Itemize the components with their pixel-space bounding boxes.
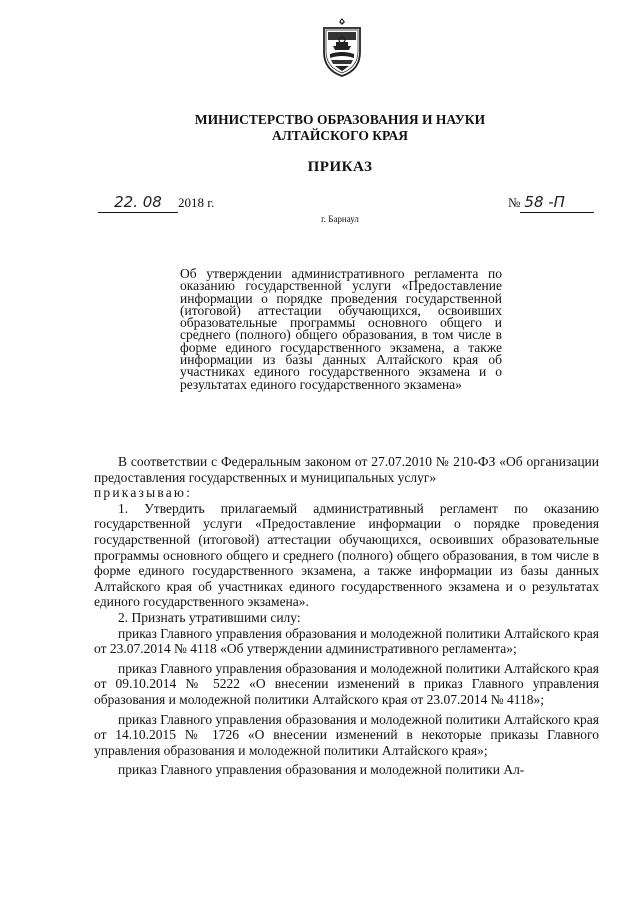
- order-date: [98, 193, 214, 213]
- item-2: 2. Признать утратившими силу:: [118, 609, 301, 625]
- order-number: [508, 193, 594, 213]
- coat-of-arms-icon: [321, 16, 363, 78]
- handwritten-date: 22. 08: [98, 193, 178, 213]
- ministry-line-1: МИНИСТЕРСТВО ОБРАЗОВАНИЯ И НАУКИ: [194, 112, 486, 127]
- order-word-line: [94, 485, 599, 501]
- repealed-order-1: приказ Главного управления образования и молодежной политики Алтайского края от 23.07.2014 № 4118 «Об утверждении административного регламента»;: [94, 625, 599, 657]
- city: г. Барнаул: [321, 214, 359, 224]
- repealed-order-2: приказ Главного управления образования и молодежной политики Алтайского края от 09.10.2014 № 5222 «О внесении изменений в приказ Главного управления образования и молодежной политики Алтайского края от 23.07.2014 № 4118»;: [94, 660, 599, 707]
- order-word: приказываю:: [94, 485, 193, 501]
- handwritten-number: 58 -П: [520, 193, 594, 213]
- ministry-line-2: АЛТАЙСКОГО КРАЯ: [271, 127, 409, 143]
- repealed-order-4: приказ Главного управления образования и молодежной политики Ал-: [118, 762, 525, 778]
- order-subject: Об утверждении административного регламента по оказанию государственной услуги «Предоставление информации о порядке проведения государственной (итоговой) аттестации обучающихся, освоивших образовательные программы основного общего и среднего (полного) общего образования, в том числе в форме единого государственного экзамена, а также информации из базы данных Алтайского края об участниках единого государственного экзамена и о результатах единого государственного экзамена»: [180, 266, 502, 392]
- year-suffix: 2018 г.: [178, 195, 215, 210]
- item-1: 1. Утвердить прилагаемый административный регламент по оказанию государственной услуги «Предоставление информации о порядке проведения государственной (итоговой) аттестации обучающихся, освоивших образовательные программы основного общего и среднего (полного) общего образования, в том числе в форме единого государственного экзамена, а также информации из базы данных Алтайского края об участниках единого государственного экзамена и о результатах единого государственного экзамена».: [94, 500, 599, 610]
- ministry-name: [140, 112, 540, 143]
- order-title: ПРИКАЗ: [307, 159, 373, 175]
- number-sign: №: [508, 195, 521, 210]
- repealed-order-3: приказ Главного управления образования и молодежной политики Алтайского края от 14.10.2015 № 1726 «О внесении изменений в некоторые приказы Главного управления образования и молодежной политики Алтайского края»;: [94, 711, 599, 758]
- intro-paragraph: В соответствии с Федеральным законом от 27.07.2010 № 210-ФЗ «Об организации предоставления государственных и муниципальных услуг»: [94, 454, 599, 485]
- order-body: [94, 454, 599, 778]
